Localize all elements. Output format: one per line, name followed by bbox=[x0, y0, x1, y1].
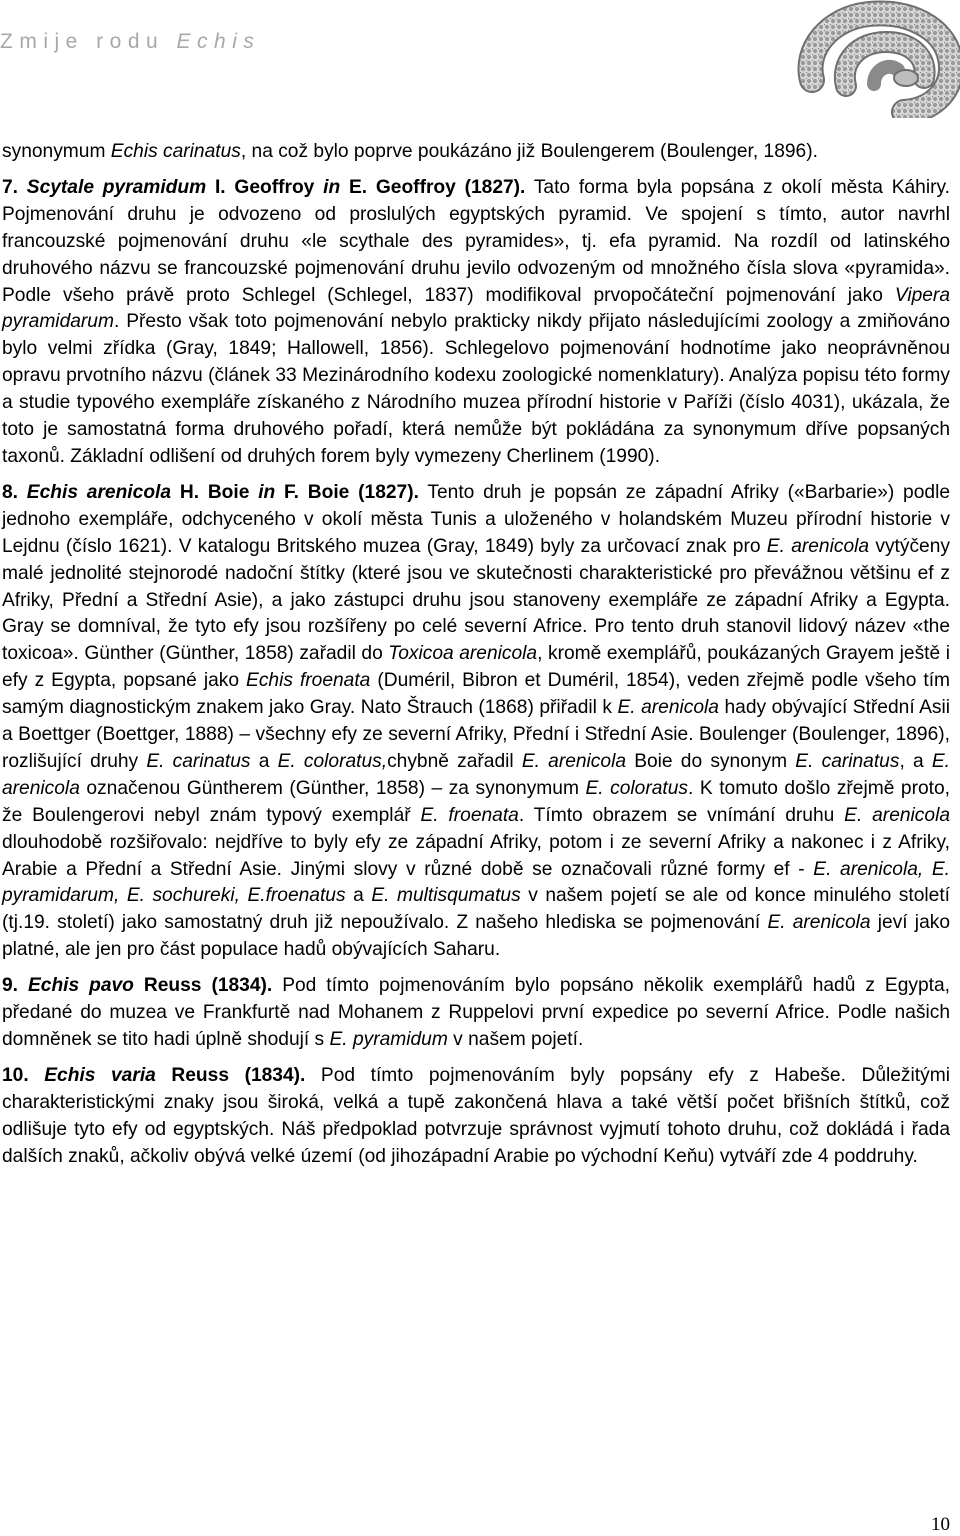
taxon-name: E. arenicola bbox=[2, 750, 950, 799]
header-title-genus: Echis bbox=[176, 30, 261, 53]
text-run: . Tímto obrazem se vnímání druhu bbox=[518, 804, 845, 826]
text-run: označenou Güntherem (Günther, 1858) – za synonymum bbox=[79, 777, 586, 799]
taxon-name: E. coloratus, bbox=[277, 750, 388, 772]
taxon-name: E. carinatus bbox=[795, 750, 900, 772]
text-run: a bbox=[345, 885, 372, 907]
taxon-name: Vipera pyramidarum bbox=[2, 284, 950, 333]
taxon-name: E. arenicola bbox=[767, 912, 871, 934]
entry-heading: 10. bbox=[2, 1064, 45, 1086]
paragraph bbox=[2, 973, 950, 1054]
taxon-name: E. arenicola bbox=[521, 750, 627, 772]
entry-heading: E. Geoffroy (1827). bbox=[340, 176, 526, 198]
header-title-part1: Zmije rodu bbox=[0, 30, 177, 53]
text-run: hady obývající Střední Asii a Boettger (Boettger, 1888) – všechny efy ze severní Afriky, Přední i Střední Asie. Boulenger (Boulenger, 1896), rozlišující druhy bbox=[2, 697, 951, 772]
article-body bbox=[2, 139, 950, 1171]
text-run: Tato forma byla popsána z okolí města Káhiry. Pojmenování druhu je odvozeno od proslulých egyptských pyramid. Ve spojení s tímto, autor navrhl francouzské pojmenování druhu «le scythale des pyramides», tj. efa pyramid. Na rozdíl od latinského druhového názvu se francouzské pojmenování druhu jevilo odvozeným od množného čísla slova «pyramida». Podle všeho právě proto Schlegel (Schlegel, 1837) modifikoval prvopočáteční pojmenování jako bbox=[2, 176, 951, 306]
running-header bbox=[0, 30, 260, 54]
entry-heading: 8. bbox=[2, 481, 27, 503]
taxon-name: Toxicoa arenicola bbox=[388, 643, 538, 665]
taxon-name: in bbox=[258, 481, 276, 503]
text-run: Pod tímto pojmenováním bylo popsáno několik exemplářů hadů z Egypta, předané do muzea ve Frankfurtě nad Mohanem z Ruppelovi první expedice po severní Africe. Podle našich domněnek se tito hadi úplně shodují s bbox=[2, 975, 950, 1050]
entry-heading: Reuss (1834). bbox=[155, 1064, 306, 1086]
taxon-name: Echis arenicola bbox=[26, 481, 172, 503]
taxon-name: in bbox=[323, 176, 341, 198]
entry-heading: F. Boie (1827). bbox=[275, 481, 419, 503]
coiled-snake-icon bbox=[794, 0, 960, 118]
taxon-name: Scytale pyramidum bbox=[26, 176, 207, 198]
text-run: Boie do synonym bbox=[626, 750, 796, 772]
text-run: a bbox=[250, 750, 278, 772]
text-run: Pod tímto pojmenováním byly popsány efy z Habeše. Důležitými charakteristickými znaky jsou široká, velká a tupě zakončená hlava a také větší počet břišních štítků, což odlišuje tyto efy od egyptských. Náš předpoklad potvrzuje správnost vyjmutí tohoto druhu, což dokládá i řada dalších znaků, ačkoliv obývá velké území (od jihozápadní Arabie po východní Keňu) vytváří zde 4 poddruhy. bbox=[2, 1064, 950, 1167]
text-run: (Duméril, Bibron et Duméril, 1854), veden zřejmě podle všeho tím samým diagnostickým znakem jako Gray. Nato Štrauch (1868) přiřadil k bbox=[2, 670, 951, 719]
text-run: . Přesto však toto pojmenování nebylo prakticky nikdy přijato následujícími zoology a zmiňováno bylo velmi zřídka (Gray, 1849; Hallowell, 1856). Schlegelovo pojmenování hodnotíme jako neoprávněnou opravu prvotního názvu (článek 33 Mezinárodního kodexu zoologické nomenklatury). Analýza popisu této formy a studie typového exempláře získaného z Národního muzea přírodní historie v Paříži (číslo 4031), ukázala, že toto je samostatná forma druhového pořadí, která nemůže být pokládána za synonymum dříve popsaných taxonů. Základní odlišení od druhých forem byly vymezeny Cherlinem (1990). bbox=[2, 311, 950, 467]
taxon-name: Echis pavo bbox=[27, 975, 134, 997]
paragraph bbox=[2, 480, 950, 964]
text-run: vytýčeny malé jednolité stejnorodé nadoční štítky (které jsou ve skutečnosti charakteristické pro převážnou většinu ef z Afriky, Přední a Střední Asie), a jako zástupci druhu jsou stanoveny exempláře ze západní Afriky a Egypta. Gray se domníval, že tyto efy jsou rozšířeny po celé severní Africe. Pro tento druh stanovil lidový název «the toxicoa». Günther (Günther, 1858) zařadil do bbox=[2, 535, 950, 665]
text-run: , a bbox=[899, 750, 932, 772]
text-run: Tento druh je popsán ze západní Afriky («Barbarie») podle jednoho exempláře, odchyceného v okolí města Tunis a uloženého v holandském Muzeu přírodní historie v Lejdnu (číslo 1621). V katalogu Britského muzea (Gray, 1849) byly za určovací znak pro bbox=[2, 481, 951, 557]
entry-heading: 9. bbox=[2, 975, 28, 997]
text-run: , kromě exemplářů, poukázaných Grayem ještě i efy z Egypta, popsané jako bbox=[2, 643, 950, 692]
taxon-name: E. arenicola bbox=[766, 535, 870, 557]
taxon-name: E. arenicola bbox=[844, 804, 951, 826]
taxon-name: E. froenata bbox=[420, 804, 519, 826]
text-run: , na což bylo poprve poukázáno již Boulengerem (Boulenger, 1896). bbox=[240, 141, 818, 162]
taxon-name: E. carinatus bbox=[146, 750, 251, 772]
text-run: chybně zařadil bbox=[387, 750, 522, 772]
taxon-name: E. multisqumatus bbox=[371, 885, 521, 907]
taxon-name: E. arenicola bbox=[617, 697, 719, 719]
taxon-name: E. pyramidum bbox=[329, 1029, 448, 1050]
paragraph bbox=[2, 1063, 950, 1171]
entry-heading: 7. bbox=[2, 176, 27, 198]
paragraph bbox=[2, 175, 950, 471]
text-run: . K tomuto došlo zřejmě proto, že Boulengerovi nebyl znám typový exemplář bbox=[2, 777, 950, 826]
text-run: jeví jako platné, ale jen pro část populace hadů obývajících Saharu. bbox=[2, 912, 951, 961]
taxon-name: E. coloratus bbox=[585, 777, 689, 799]
entry-heading: I. Geoffroy bbox=[206, 176, 324, 198]
text-run: v našem pojetí se ale od konce minulého století (tj.19. století) jako samostatný druh již nepoužívalo. Z našeho hlediska se pojmenování bbox=[2, 885, 950, 934]
entry-heading: Reuss (1834). bbox=[133, 975, 273, 997]
text-run: dlouhodobě rozšiřovalo: nejdříve to byly efy ze západní Afriky, potom i ze severní Afriky a nakonec i z Afriky, Arabie a Přední a Střední Asie. Jinými slovy v různé době se označovali různé formy ef - bbox=[2, 831, 950, 880]
taxon-name: E. arenicola, E. pyramidarum, E. sochureki, E.froenatus bbox=[2, 858, 950, 907]
taxon-name: Echis varia bbox=[44, 1064, 156, 1086]
page-number: 10 bbox=[931, 1514, 950, 1535]
taxon-name: Echis carinatus bbox=[110, 141, 241, 162]
taxon-name: Echis froenata bbox=[246, 670, 371, 692]
entry-heading: H. Boie bbox=[171, 481, 259, 503]
text-run: synonymum bbox=[2, 141, 111, 162]
text-run: v našem pojetí. bbox=[447, 1029, 584, 1050]
paragraph bbox=[2, 139, 950, 166]
